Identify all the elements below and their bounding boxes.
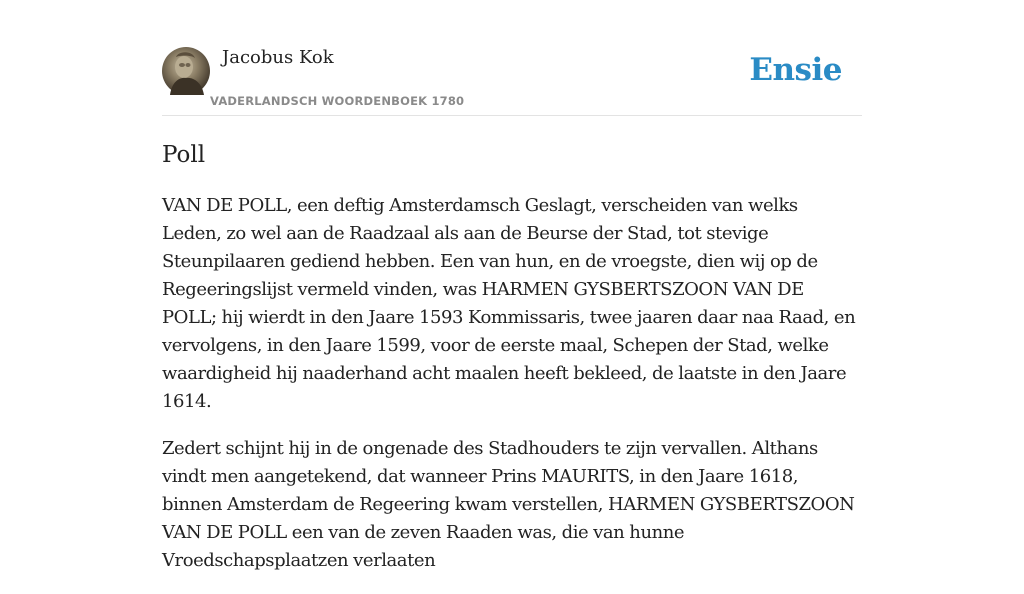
author-name[interactable]: Jacobus Kok	[222, 47, 334, 68]
portrait-icon	[162, 47, 210, 95]
paragraph: VAN DE POLL, een deftig Amsterdamsch Geslagt, verscheiden van welks Leden, zo wel aan de Raadzaal als aan de Beurse der Stad, tot stevige Steunpilaaren gediend hebben. Een van hun, en de vroegste, dien wij op de Regeeringslijst vermeld vinden, was HARMEN GYSBERTSZOON VAN DE POLL; hij wierdt in den Jaare 1593 Kommissaris, twee jaaren daar naa Raad, en vervolgens, in den Jaare 1599, voor de eerste maal, Schepen der Stad, welke waardigheid hij naaderhand acht maalen heeft bekleed, de laatste in den Jaare 1614.	[162, 195, 856, 412]
paragraph: Zedert schijnt hij in de ongenade des Stadhouders te zijn vervallen. Althans vindt men aangetekend, dat wanneer Prins MAURITS, in den Jaare 1618, binnen Amsterdam de Regeering kwam verstellen, HARMEN GYSBERTSZOON VAN DE POLL een van de zeven Raaden was, die van hunne Vroedschapsplaatzen verlaaten	[162, 438, 855, 571]
entry-body	[162, 192, 862, 594]
author-avatar[interactable]	[162, 47, 210, 95]
page-title: Poll	[162, 142, 206, 168]
ensie-logo[interactable]: Ensie	[749, 52, 842, 88]
entry-header	[162, 0, 862, 116]
source-label: VADERLANDSCH WOORDENBOEK 1780	[210, 94, 465, 108]
content-container	[162, 0, 862, 571]
